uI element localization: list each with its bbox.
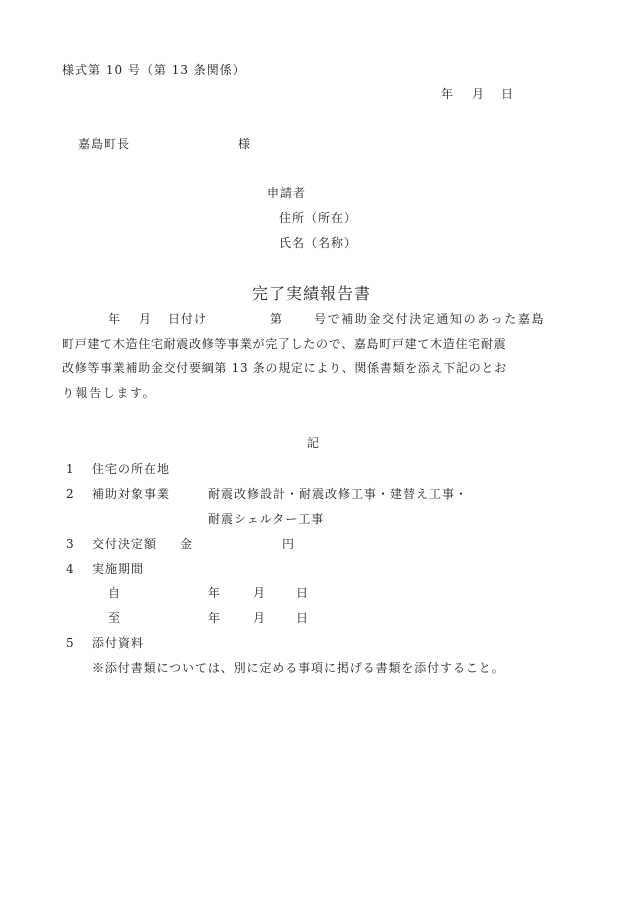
item-2-number: 2	[66, 487, 74, 501]
applicant-address: 住所（所在）	[279, 211, 358, 225]
item-4-number: 4	[66, 562, 74, 576]
item-3-number: 3	[66, 537, 74, 551]
body-day-dated: 日付け	[168, 312, 208, 326]
item-4-to-year: 年	[208, 611, 221, 625]
item-5-label: 添付資料	[92, 636, 145, 650]
body-line1-rest: 号で補助金交付決定通知のあった嘉島	[314, 312, 546, 326]
body-line3: 改修等事業補助金交付要綱第 13 条の規定により、関係書類を添え下記のとお	[62, 361, 507, 375]
item-3-yen: 円	[282, 537, 295, 551]
header-date-month: 月	[472, 87, 485, 101]
body-dai: 第	[270, 312, 283, 326]
item-4-to-month: 月	[253, 611, 266, 625]
item-4-from-label: 自	[108, 586, 121, 600]
item-1-number: 1	[66, 462, 74, 476]
applicant-name: 氏名（名称）	[279, 236, 358, 250]
item-4-from-day: 日	[296, 586, 309, 600]
addressee-honorific: 様	[238, 137, 251, 151]
addressee-name: 嘉島町長	[78, 137, 131, 151]
ki-label: 記	[307, 436, 320, 450]
body-month: 月	[139, 312, 152, 326]
form-number: 様式第 10 号（第 13 条関係）	[62, 63, 246, 77]
document-title: 完了実績報告書	[252, 284, 372, 303]
item-3-kin: 金	[180, 537, 193, 551]
body-year: 年	[108, 312, 121, 326]
item-1-label: 住宅の所在地	[92, 462, 171, 476]
item-4-label: 実施期間	[92, 562, 145, 576]
item-2-value-line2: 耐震シェルター工事	[208, 512, 325, 526]
item-3-label: 交付決定額	[92, 537, 158, 551]
header-date-year: 年	[441, 87, 454, 101]
item-4-from-month: 月	[253, 586, 266, 600]
item-2-label: 補助対象事業	[92, 487, 171, 501]
item-5-note: ※添付書類については、別に定める事項に掲げる書類を添付すること。	[92, 661, 505, 675]
body-line4: り報告します。	[62, 386, 157, 400]
item-4-from-year: 年	[208, 586, 221, 600]
body-line2: 町戸建て木造住宅耐震改修等事業が完了したので、嘉島町戸建て木造住宅耐震	[62, 337, 507, 351]
item-5-number: 5	[66, 636, 74, 650]
item-2-value-line1: 耐震改修設計・耐震改修工事・建替え工事・	[208, 487, 469, 501]
header-date-day: 日	[501, 87, 514, 101]
item-4-to-label: 至	[108, 611, 121, 625]
item-4-to-day: 日	[296, 611, 309, 625]
applicant-label: 申請者	[267, 186, 307, 200]
